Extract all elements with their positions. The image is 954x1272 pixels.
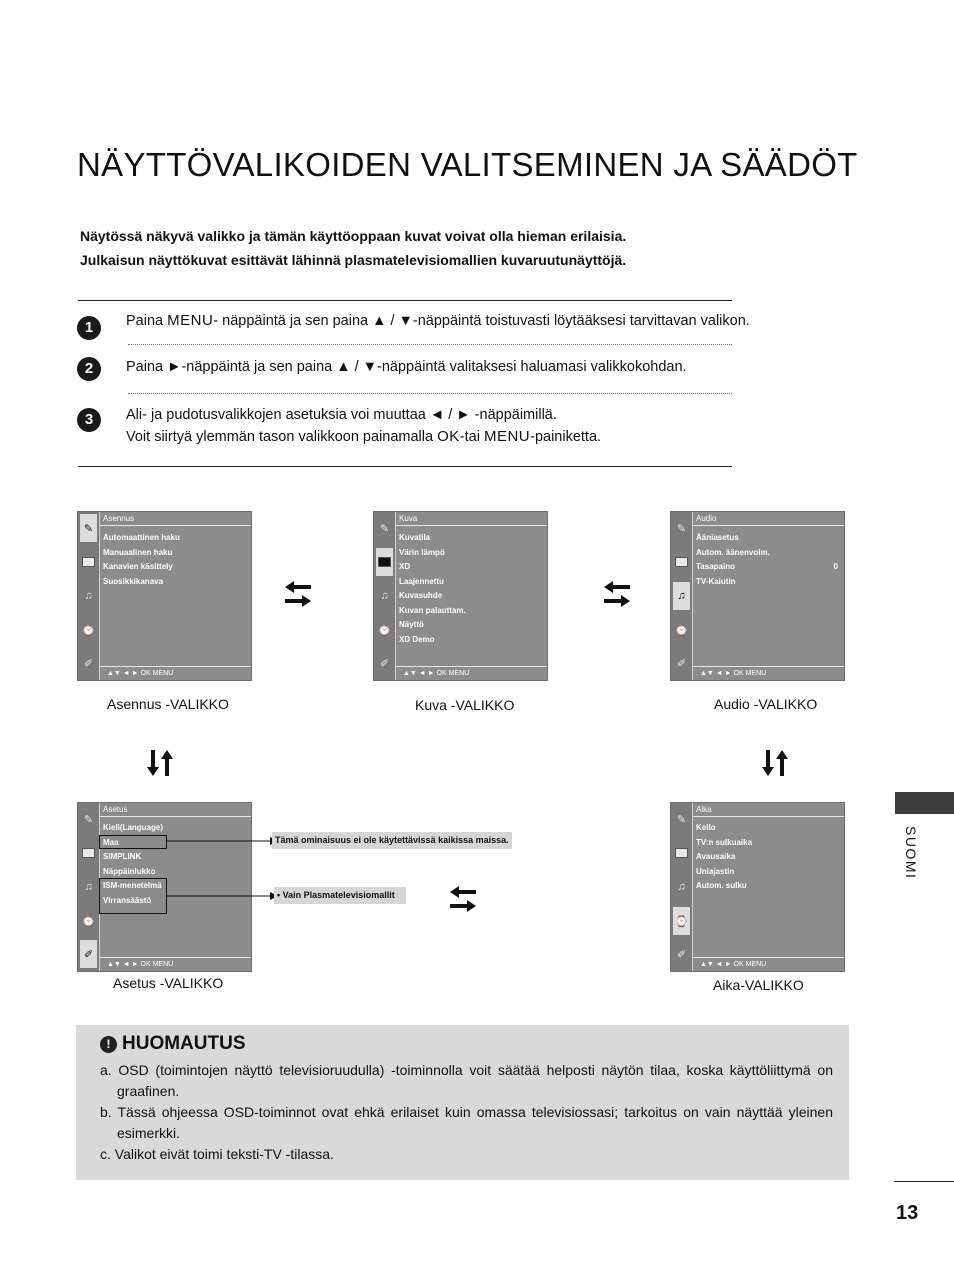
callout-plasma-note: • Vain Plasmatelevisiomallit: [274, 887, 406, 904]
satellite-dish-icon: ✎: [83, 813, 94, 826]
osd-item[interactable]: XD: [399, 562, 411, 571]
steps-top-rule: [78, 300, 732, 301]
osd-item[interactable]: Kello: [696, 823, 716, 832]
swap-horizontal-icon: [285, 580, 311, 608]
step-1-text-a: Paina: [126, 313, 168, 329]
swap-vertical-icon: [146, 750, 176, 776]
osd-footer: ▲▼ ◄ ► OK MENU: [693, 666, 844, 680]
swap-horizontal-icon: [450, 885, 476, 913]
page-title: NÄYTTÖVALIKOIDEN VALITSEMINEN JA SÄÄDÖT: [77, 146, 858, 183]
maa-highlight-box: [99, 835, 167, 849]
osd-item[interactable]: Kanavien käsittely: [103, 562, 173, 571]
wrench-icon: ✐: [379, 657, 390, 670]
clock-icon: ⌚: [673, 907, 690, 935]
osd-footer: ▲▼ ◄ ► OK MENU: [396, 666, 547, 680]
osd-icon-column: [78, 803, 100, 971]
osd-icon-column: [374, 512, 396, 680]
caption-asetus: Asetus -VALIKKO: [113, 975, 224, 991]
clock-icon: ⌚: [81, 915, 96, 928]
osd-audio-menu: [670, 511, 845, 681]
osd-icon-column: [78, 512, 100, 680]
osd-item[interactable]: Autom. sulku: [696, 881, 747, 890]
wrench-icon: ✐: [676, 948, 687, 961]
osd-item-label: Tasapaino: [696, 562, 735, 571]
wrench-icon: ✐: [80, 940, 97, 968]
speaker-icon: ♫: [673, 582, 690, 610]
osd-footer: ▲▼ ◄ ► OK MENU: [693, 957, 844, 971]
satellite-dish-icon: ✎: [676, 813, 687, 826]
osd-item[interactable]: Avausaika: [696, 852, 736, 861]
osd-icon-column: [671, 803, 693, 971]
osd-item[interactable]: Näppäinlukko: [103, 866, 156, 876]
step-divider-1: [128, 344, 732, 345]
osd-item-balance[interactable]: [696, 560, 838, 575]
caption-asennus: Asennus -VALIKKO: [107, 696, 229, 712]
step-3-line-2-a: Voit siirtyä ylemmän tason valikkoon painamalla: [126, 429, 438, 445]
step-3-line-2-c: -painiketta.: [530, 429, 602, 445]
clock-icon: ⌚: [377, 624, 392, 637]
osd-item[interactable]: Uniajastin: [696, 866, 735, 876]
step-3-number: 3: [77, 408, 101, 432]
osd-item[interactable]: SIMPLINK: [103, 852, 142, 861]
osd-item[interactable]: Virransäästö: [103, 895, 152, 905]
osd-item[interactable]: Kuvasuhde: [399, 591, 443, 600]
step-1-text: [126, 312, 750, 329]
note-heading-text: HUOMAUTUS: [122, 1033, 246, 1054]
osd-item[interactable]: Näyttö: [399, 620, 424, 629]
osd-item-list: [696, 531, 838, 589]
step-3-ok-key: OK: [437, 428, 460, 445]
callout-connectors: [160, 830, 280, 910]
clock-icon: ⌚: [674, 624, 689, 637]
step-3-line-2-b: -tai: [459, 429, 484, 445]
step-1-number: 1: [77, 316, 101, 340]
satellite-dish-icon: ✎: [379, 522, 390, 535]
intro-line-1: Näytössä näkyvä valikko ja tämän käyttöoppaan kuvat voivat olla hieman erilaisia.: [80, 228, 627, 244]
wrench-icon: ✐: [83, 657, 94, 670]
osd-footer: ▲▼ ◄ ► OK MENU: [100, 666, 251, 680]
osd-kuva-menu: [373, 511, 548, 681]
osd-header: Aika: [693, 803, 844, 817]
step-1-menu-key: MENU: [167, 312, 214, 329]
osd-header: Asennus: [100, 512, 251, 526]
picture-icon: [673, 839, 690, 867]
osd-footer: ▲▼ ◄ ► OK MENU: [100, 957, 251, 971]
osd-asennus-menu: [77, 511, 252, 681]
osd-item[interactable]: TV-Kaiutin: [696, 576, 736, 586]
osd-header: Asetus: [100, 803, 251, 817]
step-3-line-2: [126, 428, 601, 445]
osd-item[interactable]: Ääniasetus: [696, 533, 739, 542]
osd-item[interactable]: XD Demo: [399, 634, 435, 644]
osd-item-list: [399, 531, 541, 647]
caption-audio: Audio -VALIKKO: [714, 696, 818, 712]
step-3-menu-key: MENU: [483, 428, 531, 445]
note-list: [100, 1060, 833, 1165]
language-label: SUOMI: [903, 826, 919, 880]
picture-icon: [80, 839, 97, 867]
step-2-text: Paina ►-näppäintä ja sen paina ▲ / ▼-näppäintä valitaksesi haluamasi valikkokohdan.: [126, 359, 687, 375]
osd-item[interactable]: Suosikkikanava: [103, 576, 164, 586]
callout-country-note: Tämä ominaisuus ei ole käytettävissä kaikissa maissa.: [272, 832, 512, 849]
page-number: 13: [896, 1202, 919, 1224]
plasma-options-highlight-box: [99, 878, 167, 914]
note-item: a. OSD (toimintojen näyttö televisioruudulla) -toiminnolla voit säätää helposti näytön tilaa, koska käyttöliittymä on graafinen.: [100, 1062, 833, 1099]
picture-icon: [673, 548, 690, 576]
satellite-dish-icon: ✎: [80, 514, 97, 542]
osd-item[interactable]: TV:n sulkuaika: [696, 837, 753, 847]
speaker-icon: ♫: [84, 590, 93, 602]
speaker-icon: ♫: [677, 881, 686, 893]
osd-aika-menu: [670, 802, 845, 972]
satellite-dish-icon: ✎: [676, 522, 687, 535]
steps-bottom-rule: [78, 466, 732, 467]
osd-item[interactable]: Värin lämpö: [399, 547, 445, 557]
picture-icon: [80, 548, 97, 576]
picture-icon: [376, 548, 393, 576]
osd-item-list: [696, 821, 838, 894]
osd-item-list: [103, 531, 245, 589]
balance-value: 0: [833, 562, 838, 571]
step-2-number: 2: [77, 357, 101, 381]
caption-kuva: Kuva -VALIKKO: [415, 697, 515, 713]
clock-icon: ⌚: [81, 624, 96, 637]
osd-item[interactable]: Kuvan palauttam.: [399, 605, 466, 615]
osd-header: Audio: [693, 512, 844, 526]
step-1-text-b: - näppäintä ja sen paina ▲ / ▼-näppäintä toistuvasti löytääksesi tarvittavan valikon.: [213, 313, 750, 329]
note-item: b. Tässä ohjeessa OSD-toiminnot ovat ehkä erilaiset kuin omassa televisiossasi; tarkoitus on vain näyttää yleinen esimerkki.: [100, 1104, 833, 1141]
osd-item[interactable]: ISM-menetelmä: [103, 881, 162, 890]
osd-item[interactable]: Kuvatila: [399, 533, 431, 542]
wrench-icon: ✐: [676, 657, 687, 670]
osd-item[interactable]: Maa: [103, 837, 119, 847]
osd-item[interactable]: Autom. äänenvoim.: [696, 547, 770, 557]
exclamation-icon: !: [100, 1036, 117, 1053]
osd-item[interactable]: Manuaalinen haku: [103, 547, 173, 557]
osd-item[interactable]: Laajennettu: [399, 576, 444, 586]
note-heading: [100, 1033, 246, 1055]
step-divider-2: [128, 393, 732, 394]
note-box: [76, 1025, 849, 1180]
language-tab: [895, 792, 954, 814]
osd-item[interactable]: Kieli(Language): [103, 823, 164, 832]
page-number-rule: [894, 1181, 954, 1182]
swap-horizontal-icon: [604, 580, 630, 608]
step-3-line-1: Ali- ja pudotusvalikkojen asetuksia voi muuttaa ◄ / ► -näppäimillä.: [126, 407, 557, 423]
speaker-icon: ♫: [84, 881, 93, 893]
note-item: c. Valikot eivät toimi teksti-TV -tilassa.: [100, 1146, 334, 1162]
osd-icon-column: [671, 512, 693, 680]
caption-aika: Aika-VALIKKO: [713, 977, 804, 993]
osd-header: Kuva: [396, 512, 547, 526]
intro-line-2: Julkaisun näyttökuvat esittävät lähinnä plasmatelevisiomallien kuvaruutunäyttöjä.: [80, 252, 627, 268]
speaker-icon: ♫: [380, 590, 389, 602]
osd-item[interactable]: Automaattinen haku: [103, 533, 180, 542]
swap-vertical-icon: [761, 750, 791, 776]
